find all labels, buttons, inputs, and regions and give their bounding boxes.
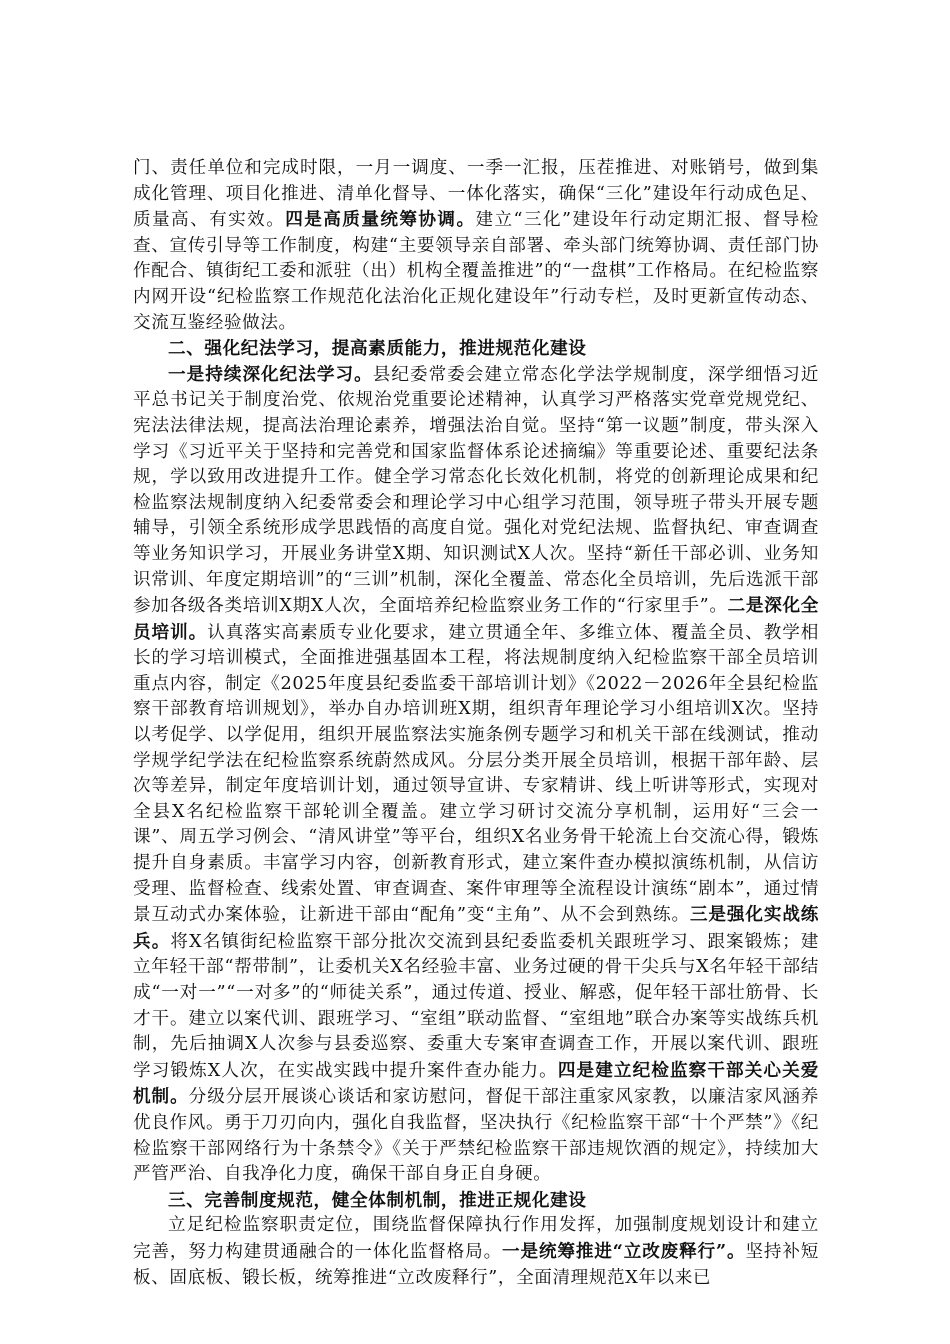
section-heading-2: 二、强化纪法学习，提高素质能力，推进规范化建设	[168, 338, 587, 360]
paragraph-1-text-a: 门、责任单位和完成时限，一月一调度、一季一汇报，压茬推进、对账销号，做到集成化管理、项目化推进、清单化督导、一体化落实，确保“三化”建设年行动成色足、质量高、有实效。	[133, 158, 819, 231]
paragraph-2-text-b: 县纪委常委会建立常态化学法学规制度，深学细悟习近平总书记关于制度治党、依规治党重要论述精神，认真学习严格落实党章党规党纪、宪法法律法规，提高法治理论素养，增强法治自觉。坚持“第一议题”制度，带头深入学习《习近平关于坚持和完善党和国家监督体系论述摘编》等重要论述、重要纪法条规，学以致用改进提升工作。健全学习常态化长效化机制，将党的创新理论成果和纪检监察法规制度纳入纪委常委会和理论学习中心组学习范围，领导班子带头开展专题辅导，引领全系统形成学思践悟的高度自觉。强化对党纪法规、监督执纪、审查调查等业务知识学习，开展业务讲堂X期、知识测试X人次。坚持“新任干部必训、业务知识常训、年度定期培训”的“三训”机制，深化全覆盖、常态化全员培训，先后选派干部参加各级各类培训X期X人次，全面培养纪检监察业务工作的“行家里手”。	[133, 364, 819, 617]
paragraph-1-emphasis: 四是高质量统筹协调。	[285, 209, 476, 231]
paragraph-2-emphasis-1: 一是持续深化纪法学习。	[168, 363, 373, 385]
paragraph-2	[133, 362, 819, 1188]
paragraph-2-emphasis-3: 三是强化实战练兵。	[133, 904, 820, 952]
paragraph-2-text-f: 将X名镇街纪检监察干部分批次交流到县纪委监委机关跟班学习、跟案锻炼；建立年轻干部“帮带制”，让委机关X名经验丰富、业务过硬的骨干尖兵与X名年轻干部结成“一对一”“一对多”的“师徒关系”，通过传道、授业、解惑，促年轻干部壮筋骨、长才干。建立以案代训、跟班学习、“室组”联动监督、“室组地”联合办案等实战练兵机制，先后抽调X人次参与县委巡察、委重大专案审查调查工作，开展以案代训、跟班学习锻炼X人次，在实战实践中提升案件查办能力。	[133, 931, 820, 1081]
paragraph-2-emphasis-4: 四是建立纪检监察干部关心关爱机制。	[133, 1059, 820, 1108]
paragraph-2-text-h: 分级分层开展谈心谈话和家访慰问，督促干部注重家风家教，以廉洁家风涵养优良作风。勇于刀刃向内，强化自我监督，坚决执行《纪检监察干部“十个严禁”》《纪检监察干部网络行为十条禁令》《关于严禁纪检监察干部违规饮酒的规定》，持续加大严管严治、自我净化力度，确保干部自身正自身硬。	[133, 1087, 819, 1185]
paragraph-2-text-d: 认真落实高素质专业化要求，建立贯通全年、多维立体、覆盖全员、教学相长的学习培训模式，全面推进强基固本工程，将法规制度纳入纪检监察干部全员培训重点内容，制定《2025年度县纪委监委干部培训计划》《2022－2026年全县纪检监察干部教育培训规划》，举办自办培训班X期，组织青年理论学习小组培训X次。坚持以考促学、以学促用，组织开展监察法实施条例专题学习和机关干部在线测试，推动学规学纪学法在纪检监察系统蔚然成风。分层分类开展全员培训，根据干部年龄、层次等差异，制定年度培训计划，通过领导宣讲、专家精讲、线上听讲等形式，实现对全县X名纪检监察干部轮训全覆盖。建立学习研讨交流分享机制，运用好“三会一课”、周五学习例会、“清风讲堂”等平台，组织X名业务骨干轮流上台交流心得，锻炼提升自身素质。丰富学习内容，创新教育形式，建立案件查办模拟演练机制，从信访受理、监督检查、线索处置、审查调查、案件审理等全流程设计演练“剧本”，通过情景互动式办案体验，让新进干部由“配角”变“主角”、从不会到熟练。	[133, 622, 819, 926]
paragraph-1	[133, 156, 819, 336]
section-heading-3: 三、完善制度规范，健全体制机制，推进正规化建设	[168, 1189, 587, 1211]
document-body	[133, 156, 819, 1291]
paragraph-3-text-c: 坚持补短板、固底板、锻长板，统筹推进“立改废释行”，全面清理规范X年以来已	[133, 1241, 819, 1288]
paragraph-2-emphasis-2: 二是深化全员培训。	[133, 595, 819, 643]
paragraph-3-emphasis: 一是统筹推进“立改废释行”。	[502, 1240, 746, 1262]
paragraph-3	[133, 1213, 819, 1291]
paragraph-1-text-c: 建立“三化”建设年行动定期汇报、督导检查、宣传引导等工作制度，构建“主要领导亲自部署、牵头部门统筹协调、责任部门协作配合、镇街纪工委和派驻（出）机构全覆盖推进”的“一盘棋”工作格局。在纪检监察内网开设“纪检监察工作规范化法治化正规化建设年”行动专栏，及时更新宣传动态、交流互鉴经验做法。	[133, 210, 819, 333]
paragraph-3-text-a: 立足纪检监察职责定位，围绕监督保障执行作用发挥，加强制度规划设计和建立完善，努力构建贯通融合的一体化监督格局。	[133, 1215, 819, 1262]
